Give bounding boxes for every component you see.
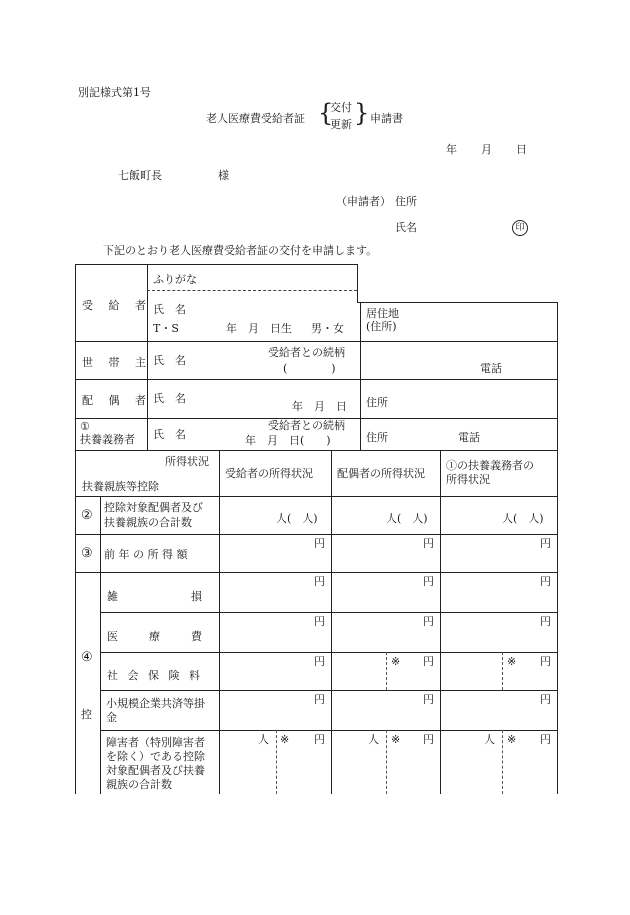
person-unit: 人: [368, 733, 379, 746]
dependent-number: ①: [80, 420, 90, 433]
deduction-small-business-label-1: 小規模企業共済等掛: [106, 697, 205, 710]
sex-label: 男・女: [311, 322, 344, 335]
row2-number: ②: [81, 508, 93, 523]
yen-unit: 円: [314, 733, 325, 746]
table-line: [100, 572, 101, 794]
deduction-social-insurance-label: 社 会 保 険 料: [107, 669, 203, 682]
yen-unit: 円: [314, 655, 325, 668]
row2-label-1: 控除対象配偶者及び: [104, 501, 203, 514]
row4-number: ④: [81, 650, 93, 665]
col-recipient-income: 受給者の所得状況: [225, 467, 313, 480]
corner-deduction: 扶養親族等控除: [82, 480, 159, 493]
yen-unit: 円: [423, 733, 434, 746]
deduction-disabled-label-4: 親族の合計数: [106, 778, 172, 791]
title-prefix: 老人医療費受給者証: [206, 112, 305, 125]
table-line: [440, 450, 441, 794]
row3-spouse-yen: 円: [423, 537, 434, 550]
table-line: [75, 496, 557, 497]
kome-mark: ※: [507, 733, 517, 746]
row3-number: ③: [81, 546, 93, 561]
applicant-name-label: 氏名: [395, 221, 417, 234]
table-line: [100, 496, 101, 572]
table-line: [360, 302, 361, 450]
yen-unit: 円: [423, 615, 434, 628]
table-line: [219, 450, 220, 794]
title-option-renew: 更新: [330, 118, 352, 131]
person-unit: 人: [484, 733, 495, 746]
title-suffix: 申請書: [370, 112, 403, 125]
furigana-label: ふりがな: [153, 273, 197, 286]
residence-label: 居住地: [366, 307, 399, 320]
table-line: [75, 572, 557, 573]
yen-unit: 円: [540, 693, 551, 706]
row4-side-label: 控: [81, 708, 92, 721]
birth-label: 年 月 日生: [226, 322, 292, 335]
kome-mark: ※: [391, 733, 401, 746]
row3-label: 前 年 の 所 得 額: [104, 548, 188, 561]
person-unit: 人: [258, 733, 269, 746]
dependent-relation-label: 受給者との続柄: [268, 419, 345, 432]
dependent-phone-label: 電話: [458, 431, 480, 444]
table-border-right: [557, 302, 558, 794]
row3-recipient-yen: 円: [314, 537, 325, 550]
dependent-name-label: 氏 名: [153, 428, 186, 441]
spouse-date-label: 年 月 日: [292, 400, 347, 413]
deduction-disabled-label-3: 対象配偶者及び扶養: [106, 764, 205, 777]
spouse-label: 配 偶 者: [82, 394, 152, 407]
row2-spouse-count: 人( 人): [386, 512, 428, 525]
yen-unit: 円: [423, 693, 434, 706]
applicant-label: （申請者）: [336, 195, 391, 208]
recipient-label: 受 給 者: [82, 299, 152, 312]
seal-mark: 印: [512, 220, 528, 236]
title-brace-left: {: [318, 99, 334, 127]
furigana-separator: [147, 290, 357, 291]
spouse-address-label: 住所: [366, 396, 388, 409]
table-line: [357, 302, 557, 303]
table-line: [75, 534, 557, 535]
addressee: 七飯町長: [118, 169, 162, 182]
sub-column-separator: [386, 730, 387, 794]
corner-income-status: 所得状況: [165, 455, 209, 468]
residence-sub-label: (住所): [366, 320, 397, 333]
dependent-address-label: 住所: [366, 431, 388, 444]
row3-dependent-yen: 円: [540, 537, 551, 550]
deduction-disabled-label-1: 障害者（特別障害者: [106, 736, 205, 749]
sub-column-separator: [502, 730, 503, 794]
date-day: 日: [516, 143, 527, 156]
date-year: 年: [446, 143, 457, 156]
table-line: [75, 450, 557, 451]
era-label: T・S: [153, 322, 179, 335]
yen-unit: 円: [314, 693, 325, 706]
applicant-address-label: 住所: [395, 195, 417, 208]
yen-unit: 円: [540, 733, 551, 746]
table-line: [75, 379, 557, 380]
householder-name-label: 氏 名: [153, 354, 186, 367]
title-brace-right: }: [354, 99, 370, 127]
table-line: [100, 652, 557, 653]
col-spouse-income: 配偶者の所得状況: [337, 467, 425, 480]
title-option-issue: 交付: [330, 101, 352, 114]
deduction-small-business-label-2: 金: [106, 711, 117, 724]
yen-unit: 円: [314, 615, 325, 628]
dependent-date-label: 年 月 日( ): [245, 434, 331, 447]
table-line: [100, 690, 557, 691]
yen-unit: 円: [423, 575, 434, 588]
intro-text: 下記のとおり老人医療費受給者証の交付を申請します。: [103, 244, 378, 257]
table-line: [357, 264, 358, 302]
table-line: [100, 730, 557, 731]
deduction-medical-label: 医 療 費: [107, 630, 205, 643]
householder-label: 世 帯 主: [82, 356, 152, 369]
yen-unit: 円: [314, 575, 325, 588]
col-dependent-income-2: 所得状況: [446, 473, 490, 486]
table-border-left: [75, 264, 76, 794]
kome-mark: ※: [391, 655, 401, 668]
deduction-casualty-label: 雑 損: [107, 590, 205, 603]
table-line: [331, 450, 332, 794]
honorific: 様: [218, 169, 229, 182]
deduction-disabled-label-2: を除く）である控除: [106, 750, 205, 763]
sub-column-separator: [276, 730, 277, 794]
householder-phone-label: 電話: [480, 362, 502, 375]
row2-dependent-count: 人( 人): [502, 512, 544, 525]
yen-unit: 円: [423, 655, 434, 668]
col-dependent-income-1: ①の扶養義務者の: [446, 459, 534, 472]
table-line: [75, 341, 557, 342]
date-month: 月: [481, 143, 492, 156]
recipient-name-label: 氏 名: [153, 303, 186, 316]
spouse-name-label: 氏 名: [153, 392, 186, 405]
householder-relation-paren: ( ): [283, 362, 336, 375]
form-number: 別記様式第1号: [78, 86, 151, 99]
row2-label-2: 扶養親族の合計数: [104, 516, 192, 529]
dependent-label: 扶養義務者: [80, 433, 135, 446]
sub-column-separator: [386, 652, 387, 690]
table-line: [100, 612, 557, 613]
yen-unit: 円: [540, 655, 551, 668]
kome-mark: ※: [280, 733, 290, 746]
yen-unit: 円: [540, 575, 551, 588]
sub-column-separator: [502, 652, 503, 690]
yen-unit: 円: [540, 615, 551, 628]
row2-recipient-count: 人( 人): [276, 512, 318, 525]
table-border-top: [75, 264, 357, 265]
kome-mark: ※: [507, 655, 517, 668]
householder-relation-label: 受給者との続柄: [268, 346, 345, 359]
